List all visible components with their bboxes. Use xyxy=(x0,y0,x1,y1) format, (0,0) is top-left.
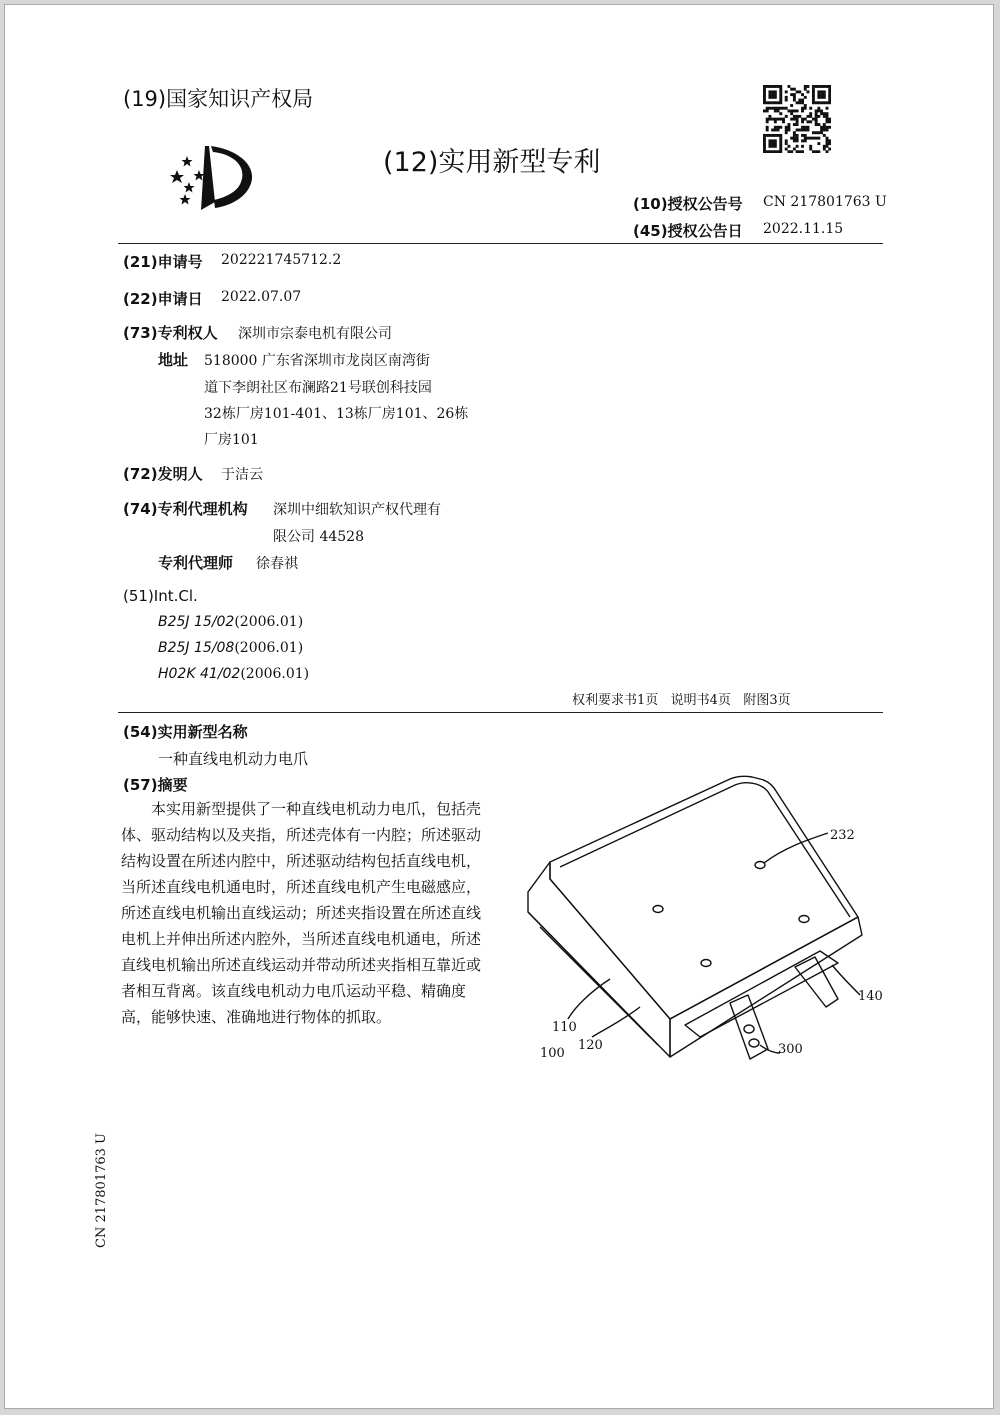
document-type: (12)实用新型专利 xyxy=(383,147,601,178)
application-date: 2022.07.07 xyxy=(221,289,302,305)
application-number: 202221745712.2 xyxy=(221,252,342,268)
figure-label: 110 xyxy=(552,1020,577,1035)
figure-label: 120 xyxy=(578,1038,603,1053)
ipc-entry xyxy=(158,614,303,630)
device-figure xyxy=(520,767,890,1067)
agency-line: 深圳中细软知识产权代理有 xyxy=(273,502,441,518)
publication-date: 2022.11.15 xyxy=(763,221,844,237)
agent: 徐春祺 xyxy=(256,556,298,572)
figure-label: 140 xyxy=(858,989,883,1004)
ipc-code: B25J 15/08 xyxy=(158,640,235,656)
publication-number-label: (10)授权公告号 xyxy=(633,195,743,213)
side-publication-number: CN 217801763 U xyxy=(94,1133,109,1248)
patent-page xyxy=(4,4,994,1409)
cnipa-logo xyxy=(165,142,265,214)
publication-number: CN 217801763 U xyxy=(763,194,887,210)
address-line: 518000 广东省深圳市龙岗区南湾街 xyxy=(204,353,430,369)
application-date-label: (22)申请日 xyxy=(123,290,203,308)
patentee: 深圳市宗泰电机有限公司 xyxy=(238,326,392,342)
ipc-entry xyxy=(158,666,309,682)
section-rule xyxy=(118,712,883,713)
figure-label: 232 xyxy=(830,828,855,843)
agency-line: 限公司 44528 xyxy=(273,529,364,545)
page-count-info: 权利要求书1页 说明书4页 附图3页 xyxy=(572,693,791,708)
address-line: 道下李朗社区布澜路21号联创科技园 xyxy=(204,380,432,396)
ipc-version: (2006.01) xyxy=(234,640,304,656)
agent-label: 专利代理师 xyxy=(158,554,234,572)
address-line: 32栋厂房101-401、13栋厂房101、26栋 xyxy=(204,406,469,422)
figure-label: 100 xyxy=(540,1046,565,1061)
inventor-label: (72)发明人 xyxy=(123,465,203,483)
figure-label: 300 xyxy=(778,1042,803,1057)
agency-label: (74)专利代理机构 xyxy=(123,500,248,518)
header-rule xyxy=(118,243,883,244)
office-name: (19)国家知识产权局 xyxy=(123,87,314,111)
application-number-label: (21)申请号 xyxy=(123,253,203,271)
abstract-label: (57)摘要 xyxy=(123,776,188,794)
ipc-entry xyxy=(158,640,303,656)
ipc-version: (2006.01) xyxy=(234,614,304,630)
ipc-code: H02K 41/02 xyxy=(158,666,241,682)
abstract-body xyxy=(121,796,493,1030)
abstract-text: 本实用新型提供了一种直线电机动力电爪，包括壳体、驱动结构以及夹指，所述壳体有一内腔；所述驱动结构设置在所述内腔中，所述驱动结构包括直线电机，当所述直线电机通电时，所述直线电机产生电磁感应，所述直线电机输出直线运动；所述夹指设置在所述直线电机上并伸出所述内腔外，当所述直线电机通电，所述直线电机输出所述直线运动并带动所述夹指相互靠近或者相互背离。该直线电机动力电爪运动平稳、精确度高，能够快速、准确地进行物体的抓取。 xyxy=(121,800,482,1026)
address-label: 地址 xyxy=(158,351,189,369)
patentee-label: (73)专利权人 xyxy=(123,324,218,342)
address-line: 厂房101 xyxy=(204,432,259,448)
inventor: 于洁云 xyxy=(221,467,263,483)
title-label: (54)实用新型名称 xyxy=(123,723,248,741)
ipc-code: B25J 15/02 xyxy=(158,614,235,630)
utility-model-title: 一种直线电机动力电爪 xyxy=(158,750,309,768)
qr-code xyxy=(763,85,831,153)
publication-date-label: (45)授权公告日 xyxy=(633,222,743,240)
intcl-label: (51)Int.Cl. xyxy=(123,587,198,605)
ipc-version: (2006.01) xyxy=(240,666,310,682)
